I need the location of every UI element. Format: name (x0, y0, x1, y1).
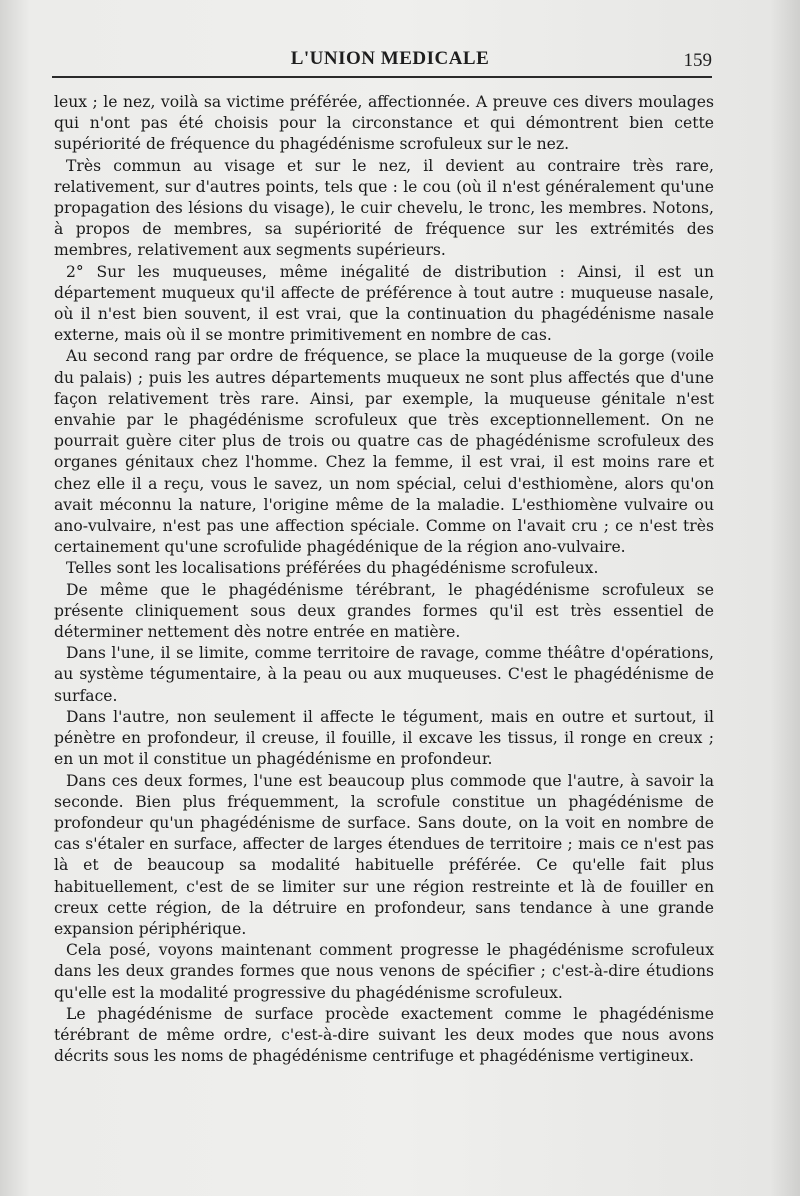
paragraph: Le phagédénisme de surface procède exactement comme le phagédénisme térébrant de même ordre, c'est-à-dire suivant les deux modes que nous avons décrits sous les noms de phagédénisme centrifuge et phagédénisme vertigineux. (54, 1004, 714, 1066)
paragraph: Cela posé, voyons maintenant comment progresse le phagédénisme scrofuleux dans les deux grandes formes que nous venons de spécifier ; c'est-à-dire étudions qu'elle est la modalité progressive du phagédénisme scrofuleux. (54, 941, 714, 1002)
header-rule (52, 76, 712, 78)
page-header (60, 44, 720, 74)
paragraph: 2° Sur les muqueuses, même inégalité de distribution : Ainsi, il est un département muqueux qu'il affecte de préférence à tout autre : muqueuse nasale, où il n'est bien souvent, il est vrai, que la continuation du phagédénisme nasale externe, mais où il se montre primitivement en nombre de cas. (54, 262, 714, 345)
paragraph: De même que le phagédénisme térébrant, le phagédénisme scrofuleux se présente cliniquement sous deux grandes formes qu'il est très essentiel de déterminer nettement dès notre entrée en matière. (54, 580, 714, 642)
page-number: 159 (683, 50, 712, 71)
paragraph: Très commun au visage et sur le nez, il devient au contraire très rare, relativement, sur d'autres points, tels que : le cou (où il n'est généralement qu'une propagation des lésions du visage), le cuir chevelu, le tronc, les membres. Notons, à propos de membres, sa supériorité de fréquence sur les extrémités des membres, relativement aux segments supérieurs. (54, 156, 714, 260)
paragraph: Dans ces deux formes, l'une est beaucoup plus commode que l'autre, à savoir la seconde. Bien plus fréquemment, la scrofule constitue un phagédénisme de profondeur qu'un phagédénisme de surface. Sans doute, on la voit en nombre de cas s'étaler en surface, affecter de larges étendues de territoire ; mais ce n'est pas là et de beaucoup sa modalité habituelle préférée. Ce qu'elle fait plus habituellement, c'est de se limiter sur une région restreinte et là de fouiller en creux cette région, de la détruire en profondeur, sans tendance à une grande expansion périphérique. (54, 771, 714, 938)
paragraph: Telles sont les localisations préférées du phagédénisme scrofuleux. (66, 559, 599, 578)
running-title: L'UNION MEDICALE (290, 48, 490, 69)
paragraph: Au second rang par ordre de fréquence, se place la muqueuse de la gorge (voile du palais) ; puis les autres départements muqueux ne sont plus affectés que d'une façon relativement très rare. Ainsi, par exemple, la muqueuse génitale n'est envahie par le phagédénisme scrofuleux que très exceptionnellement. On ne pourrait guère citer plus de trois ou quatre cas de phagédénisme scrofuleux des organes génitaux chez l'homme. Chez la femme, il est vrai, il est moins rare et chez elle il a reçu, vous le savez, un nom spécial, celui d'esthiomène, alors qu'on avait méconnu la nature, l'origine même de la maladie. L'esthiomène vulvaire ou ano-vulvaire, n'est pas une affection spéciale. Comme on l'avait cru ; ce n'est très certainement qu'une scrofulide phagédénique de la région ano-vulvaire. (54, 347, 714, 557)
paragraph: Dans l'une, il se limite, comme territoire de ravage, comme théâtre d'opérations, au système tégumentaire, à la peau ou aux muqueuses. C'est le phagédénisme de surface. (54, 644, 714, 705)
body-text (54, 92, 714, 1067)
paragraph: leux ; le nez, voilà sa victime préférée, affectionnée. A preuve ces divers moulages qui n'ont pas été choisis pour la circonstance et qui démontrent bien cette supériorité de fréquence du phagédénisme scrofuleux sur le nez. (54, 93, 714, 154)
paragraph: Dans l'autre, non seulement il affecte le tégument, mais en outre et surtout, il pénètre en profondeur, il creuse, il fouille, il excave les tissus, il ronge en creux ; en un mot il constitue un phagédénisme en profondeur. (54, 707, 714, 769)
